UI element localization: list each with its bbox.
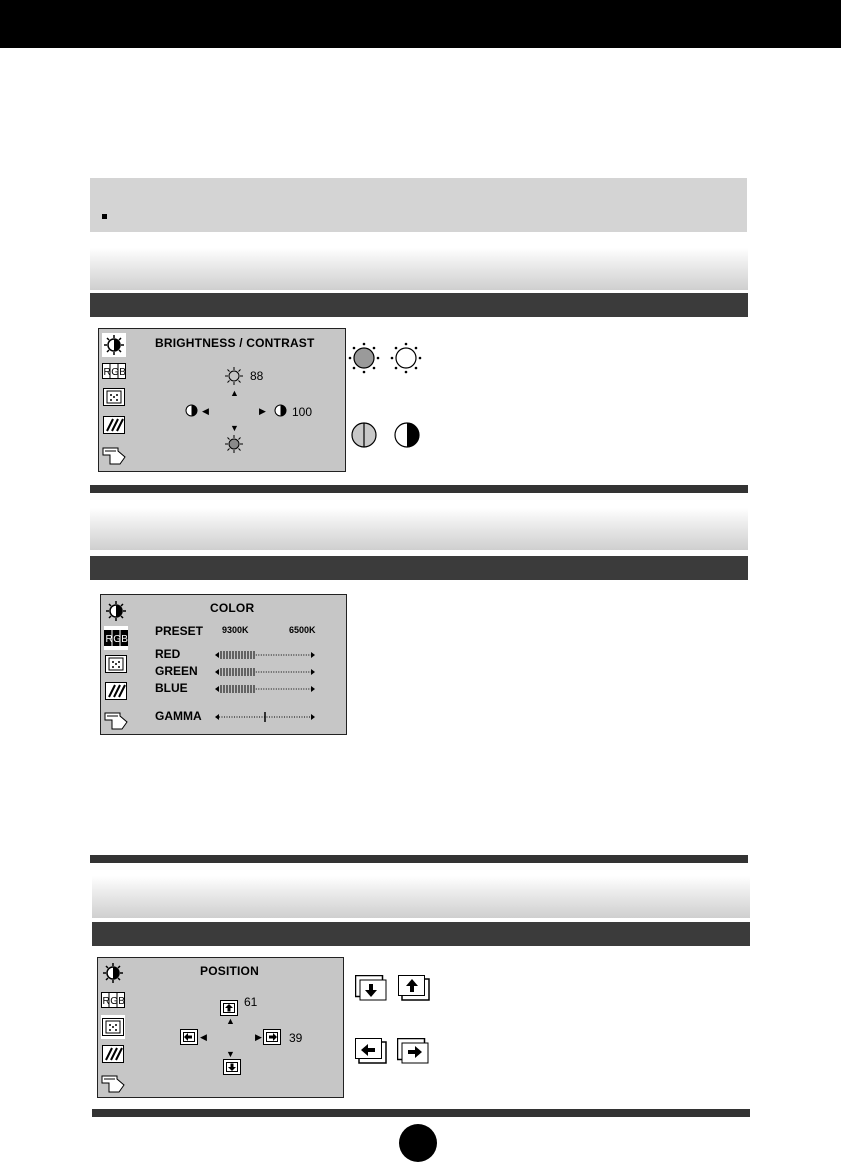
osd-title: BRIGHTNESS / CONTRAST	[155, 336, 315, 350]
tracking-icon[interactable]	[101, 1042, 125, 1066]
up-arrow-icon[interactable]: ▲	[226, 1016, 235, 1026]
contrast-icon	[185, 404, 198, 417]
osd-title: COLOR	[210, 601, 255, 615]
red-label: RED	[155, 647, 181, 661]
setup-icon[interactable]	[101, 1071, 125, 1095]
header-bar	[0, 0, 841, 48]
setup-icon[interactable]	[104, 708, 128, 732]
move-up-icon	[398, 975, 430, 1001]
brightness-value: 88	[250, 369, 264, 383]
vertical-position-up-icon	[220, 1000, 238, 1016]
horizontal-position-value: 39	[289, 1031, 303, 1045]
right-arrow-icon[interactable]: ▶	[255, 1032, 262, 1042]
tracking-icon[interactable]	[102, 413, 126, 437]
left-arrow-icon[interactable]: ◀	[200, 1032, 207, 1042]
vertical-position-value: 61	[244, 995, 258, 1009]
down-arrow-icon[interactable]: ▼	[230, 423, 239, 433]
preset-option-9300k[interactable]: 9300K	[222, 625, 249, 635]
section-subheader-position	[92, 922, 750, 946]
position-icon[interactable]	[102, 385, 126, 409]
section-subheader-brightness	[90, 293, 748, 317]
horizontal-position-right-icon	[263, 1029, 281, 1045]
section-header-color	[90, 508, 748, 550]
gamma-label: GAMMA	[155, 709, 202, 723]
svg-text:G: G	[113, 634, 121, 645]
green-slider[interactable]	[215, 667, 315, 677]
brightness-contrast-icon[interactable]	[102, 333, 126, 357]
svg-text:R: R	[105, 634, 113, 645]
up-arrow-icon[interactable]: ▲	[230, 388, 239, 398]
brightness-low-icon	[225, 435, 243, 453]
preset-label: PRESET	[155, 624, 204, 638]
section-header-position	[92, 876, 750, 918]
page-number-badge	[399, 1124, 437, 1162]
horizontal-position-left-icon	[180, 1029, 198, 1045]
blue-label: BLUE	[155, 681, 188, 695]
osd-color	[100, 594, 347, 735]
section-subheader-color	[90, 556, 748, 580]
rgb-color-icon[interactable]	[101, 988, 125, 1012]
move-left-icon	[355, 1038, 387, 1064]
section-divider	[92, 1109, 750, 1117]
vertical-position-down-icon	[223, 1059, 241, 1075]
section-divider	[90, 855, 748, 863]
brightness-contrast-icon[interactable]	[104, 599, 128, 623]
rgb-color-icon[interactable]	[104, 626, 128, 650]
svg-text:R: R	[103, 367, 111, 378]
rgb-color-icon[interactable]	[102, 359, 126, 383]
svg-text:B: B	[121, 634, 128, 645]
contrast-high-icon	[393, 421, 421, 449]
gamma-slider[interactable]	[215, 711, 315, 723]
contrast-low-icon	[350, 421, 378, 449]
osd-brightness-contrast	[98, 328, 346, 472]
osd-title: POSITION	[200, 964, 259, 978]
setup-icon[interactable]	[102, 443, 126, 467]
svg-text:B: B	[118, 996, 125, 1007]
osd-sidebar	[101, 595, 131, 734]
contrast-value: 100	[292, 405, 313, 419]
preset-option-6500k[interactable]: 6500K	[289, 625, 316, 635]
brightness-dark-icon	[348, 342, 380, 374]
move-down-icon	[355, 975, 387, 1001]
right-arrow-icon[interactable]: ▶	[259, 406, 266, 416]
left-arrow-icon[interactable]: ◀	[202, 406, 209, 416]
note-box	[90, 178, 747, 232]
down-arrow-icon[interactable]: ▼	[226, 1049, 235, 1059]
osd-position	[97, 957, 344, 1098]
section-divider	[90, 485, 748, 493]
tracking-icon[interactable]	[104, 679, 128, 703]
osd-sidebar	[98, 958, 128, 1097]
brightness-icon	[225, 367, 243, 385]
move-right-icon	[397, 1038, 429, 1064]
contrast-max-icon	[274, 404, 287, 417]
svg-text:B: B	[119, 367, 126, 378]
osd-sidebar	[99, 329, 129, 471]
green-label: GREEN	[155, 664, 198, 678]
svg-text:R: R	[102, 996, 110, 1007]
position-icon[interactable]	[104, 652, 128, 676]
red-slider[interactable]	[215, 650, 315, 660]
brightness-light-icon	[390, 342, 422, 374]
brightness-contrast-icon[interactable]	[101, 961, 125, 985]
position-icon[interactable]	[101, 1015, 125, 1039]
svg-text:G: G	[111, 367, 119, 378]
blue-slider[interactable]	[215, 684, 315, 694]
svg-text:G: G	[110, 996, 118, 1007]
section-header-brightness	[90, 248, 748, 290]
bullet-icon	[102, 214, 107, 219]
